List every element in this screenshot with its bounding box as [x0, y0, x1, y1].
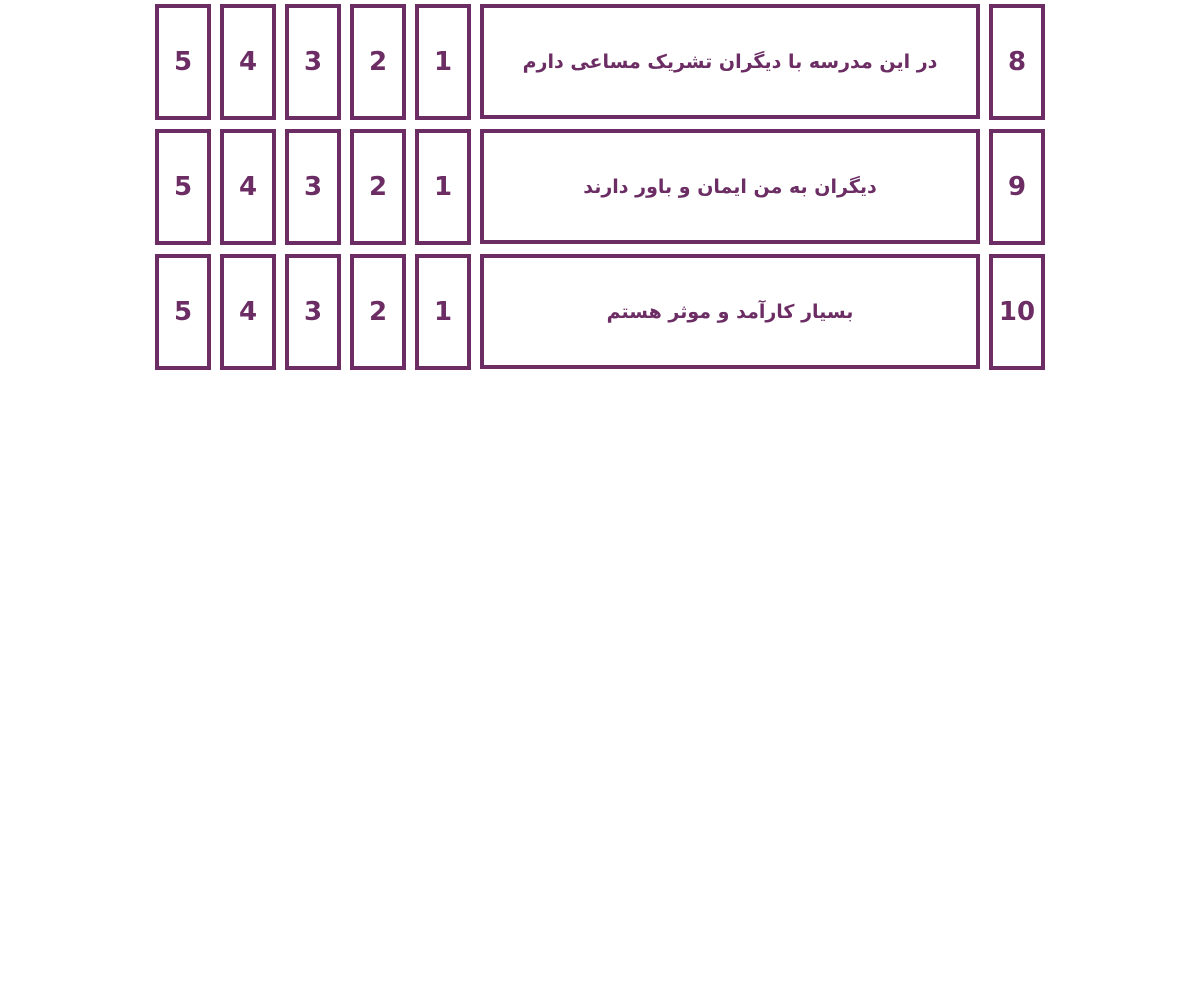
question-number: 9: [989, 129, 1045, 245]
question-number: 8: [989, 4, 1045, 120]
option-5-button[interactable]: 5: [155, 129, 211, 245]
option-3-button[interactable]: 3: [285, 254, 341, 370]
option-3-button[interactable]: 3: [285, 129, 341, 245]
option-2-button[interactable]: 2: [350, 254, 406, 370]
option-4-button[interactable]: 4: [220, 254, 276, 370]
option-2-button[interactable]: 2: [350, 129, 406, 245]
question-text: دیگران به من ایمان و باور دارند: [480, 129, 980, 244]
question-text: در این مدرسه با دیگران تشریک مساعی دارم: [480, 4, 980, 119]
question-row-9: [155, 129, 1045, 245]
questionnaire-table: [155, 4, 1045, 379]
option-2-button[interactable]: 2: [350, 4, 406, 120]
option-3-button[interactable]: 3: [285, 4, 341, 120]
option-1-button[interactable]: 1: [415, 129, 471, 245]
option-5-button[interactable]: 5: [155, 254, 211, 370]
question-number: 10: [989, 254, 1045, 370]
question-row-8: [155, 4, 1045, 120]
option-4-button[interactable]: 4: [220, 129, 276, 245]
option-5-button[interactable]: 5: [155, 4, 211, 120]
option-4-button[interactable]: 4: [220, 4, 276, 120]
option-1-button[interactable]: 1: [415, 4, 471, 120]
question-text: بسیار کارآمد و موثر هستم: [480, 254, 980, 369]
question-row-10: [155, 254, 1045, 370]
option-1-button[interactable]: 1: [415, 254, 471, 370]
